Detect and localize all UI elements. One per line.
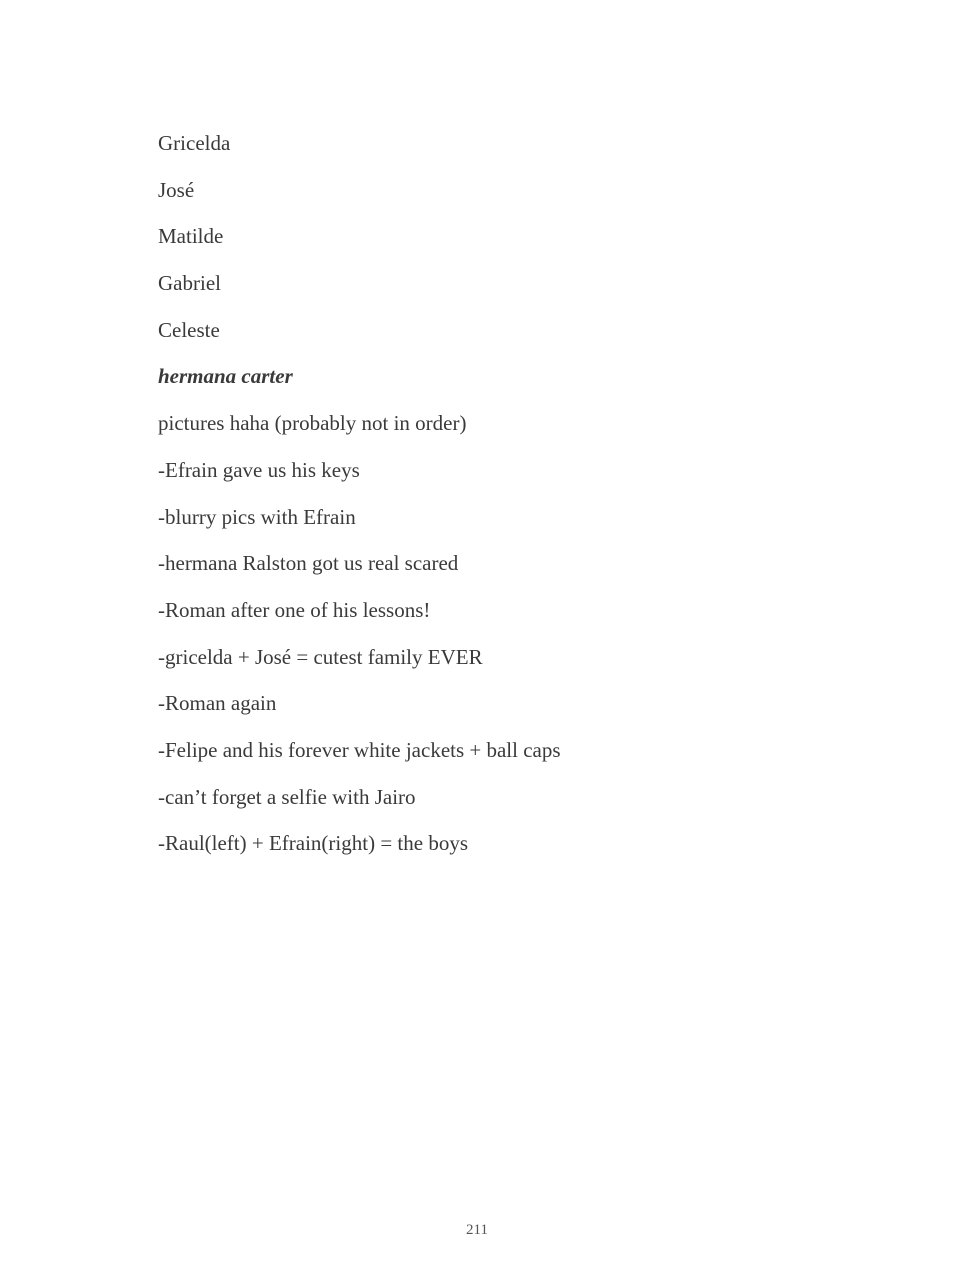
section-heading: hermana carter — [158, 364, 293, 389]
text-line: -blurry pics with Efrain — [158, 504, 356, 529]
text-line: Gabriel — [158, 271, 221, 296]
text-line: -Roman after one of his lessons! — [158, 597, 431, 622]
text-line: Gricelda — [158, 131, 231, 155]
text-line: -can’t forget a selfie with Jairo — [158, 784, 416, 809]
text-line: -Felipe and his forever white jackets + ball caps — [158, 737, 561, 762]
text-line: Celeste — [158, 317, 220, 342]
text-line: -gricelda + José = cutest family EVER — [158, 644, 483, 669]
text-lines — [158, 120, 858, 867]
text-line: -Roman again — [158, 691, 277, 716]
text-line: -Efrain gave us his keys — [158, 457, 360, 482]
text-line: pictures haha (probably not in order) — [158, 411, 467, 436]
text-line: -Raul(left) + Efrain(right) = the boys — [158, 831, 469, 856]
text-line: José — [158, 177, 195, 202]
text-line: -hermana Ralston got us real scared — [158, 551, 459, 576]
page-number: 211 — [466, 1222, 488, 1238]
text-line: Matilde — [158, 224, 224, 249]
